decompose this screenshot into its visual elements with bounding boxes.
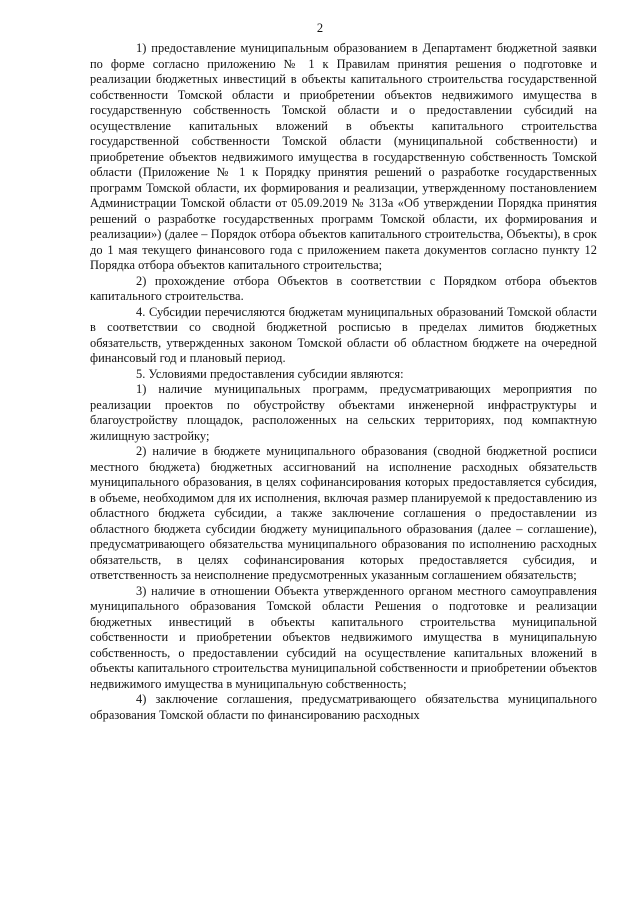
document-body [90, 41, 597, 723]
paragraph-item-1-submission: 1) предоставление муниципальным образованием в Департамент бюджетной заявки по форме согласно приложению № 1 к Правилам принятия решения о подготовке и реализации бюджетных инвестиций в объекты капитального строительства государственной собственности Томской области и приобретении объектов недвижимого имущества в государственную собственность Томской области и о предоставлении субсидий на осуществление капитальных вложений в объекты капитального строительства государственной собственности Томской области (муниципальной собственности) и приобретение объектов недвижимого имущества в государственную собственность Томской области (Приложение № 1 к Порядку принятия решений о разработке государственных программ Томской области, их формирования и реализации, утвержденному постановлением Администрации Томской области от 05.09.2019 № 313а «Об утверждении Порядка принятия решений о разработке государственных программ Томской области, их формирования и реализации») (далее – Порядок отбора объектов капитального строительства, Объекты), в срок до 1 мая текущего финансового года с приложением пакета документов согласно пункту 12 Порядка отбора объектов капитального строительства; [90, 41, 597, 272]
page-number: 2 [316, 21, 324, 35]
paragraph-section-4-transfer: 4. Субсидии перечисляются бюджетам муниципальных образований Томской области в соответствии со сводной бюджетной росписью в пределах лимитов бюджетных обязательств, утвержденных законом Томской области об областном бюджете на очередной финансовый год и плановый период. [90, 304, 597, 365]
paragraph-condition-2-budget: 2) наличие в бюджете муниципального образования (сводной бюджетной росписи местного бюджета) бюджетных ассигнований на исполнение расходных обязательств муниципального образования, в целях софинансирования которых предоставляется субсидия, в объеме, необходимом для их исполнения, включая размер планируемой к предоставлению из областного бюджета субсидии, а также заключение соглашения о предоставлении из областного бюджета субсидии бюджету муниципального образования (далее – соглашение), предусматривающего обязательства муниципального образования по исполнению расходных обязательств, в целях софинансирования которых предоставляется субсидия, и ответственность за неисполнение предусмотренных указанным соглашением обязательств; [90, 444, 597, 582]
paragraph-condition-3-decision: 3) наличие в отношении Объекта утвержденного органом местного самоуправления муниципального образования Томской области Решения о подготовке и реализации бюджетных инвестиций в объекты капитального строительства муниципальной собственности и приобретении объектов недвижимого имущества в муниципальную собственность, о предоставлении субсидий на осуществление капитальных вложений в объекты капитального строительства муниципальной собственности и приобретении объектов недвижимого имущества в муниципальную собственность; [90, 583, 597, 691]
paragraph-condition-4-agreement: 4) заключение соглашения, предусматривающего обязательства муниципального образования Томской области по финансированию расходных [90, 692, 597, 722]
paragraph-section-5-heading: 5. Условиями предоставления субсидии являются: [136, 366, 404, 381]
paragraph-item-2-selection: 2) прохождение отбора Объектов в соответствии с Порядком отбора объектов капитального строительства. [90, 273, 597, 303]
paragraph-condition-1-programs: 1) наличие муниципальных программ, предусматривающих мероприятия по реализации проектов по обустройству объектами инженерной инфраструктуры и благоустройству площадок, расположенных на сельских территориях, под компактную жилищную застройку; [90, 382, 597, 443]
